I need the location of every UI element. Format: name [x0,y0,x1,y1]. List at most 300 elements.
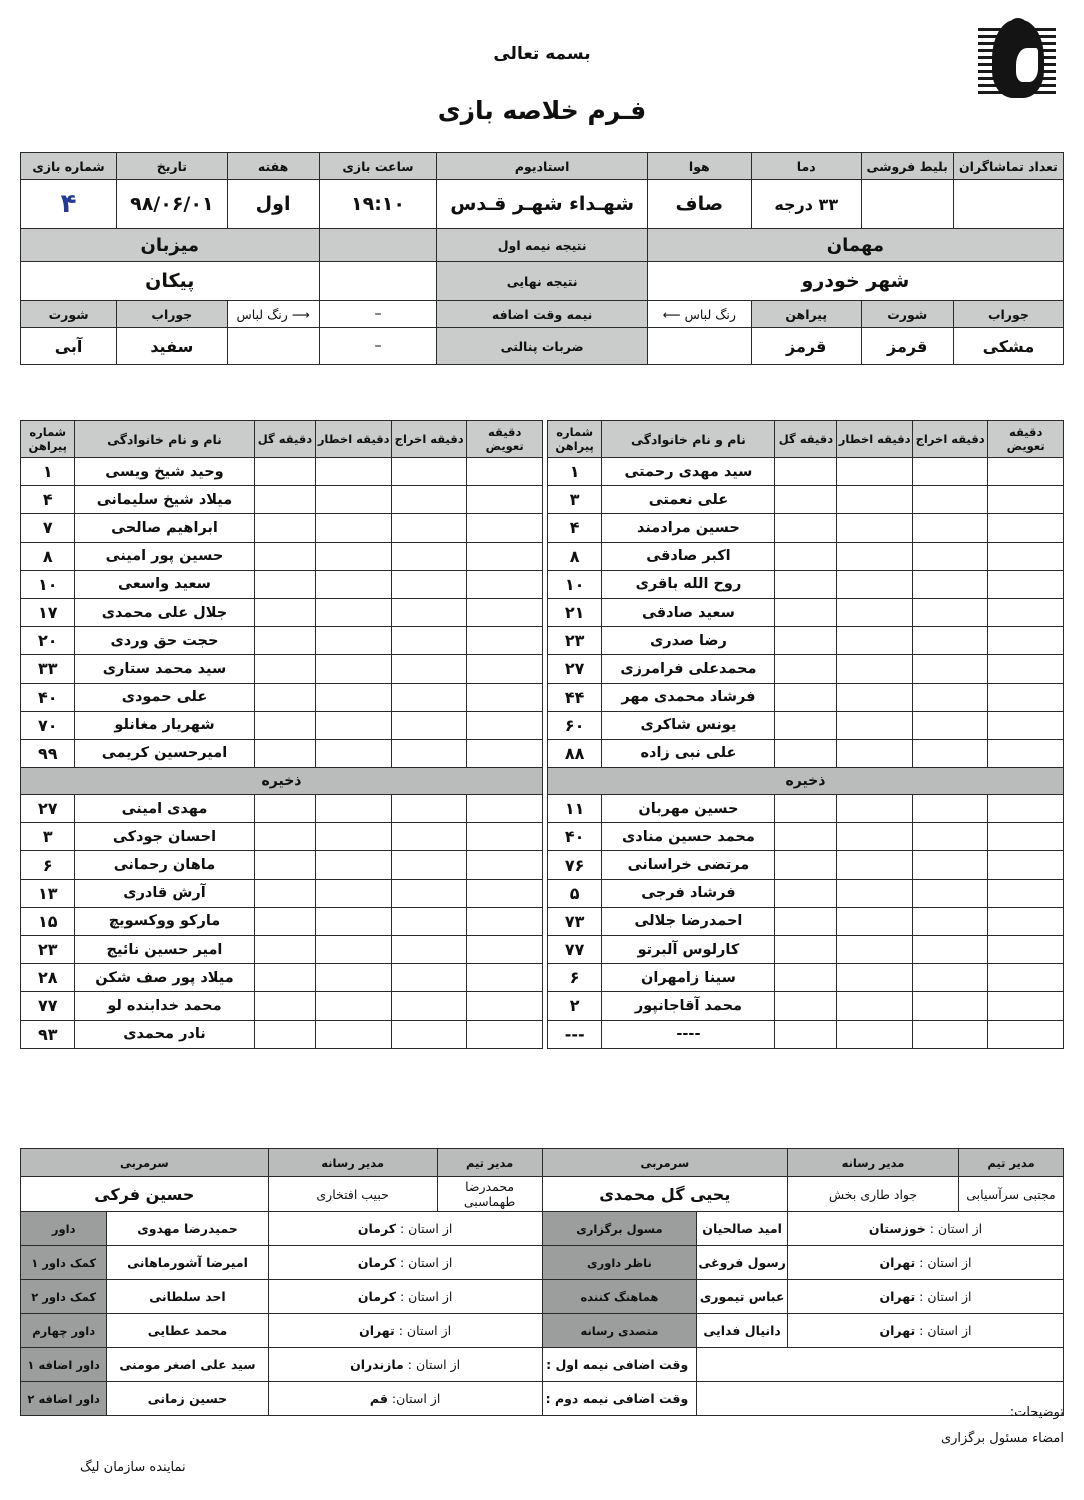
cell-no: ۸ [21,542,75,570]
cell-yellow[interactable] [837,598,912,626]
officials-row-4 [21,1314,1064,1348]
cell-red[interactable] [912,542,987,570]
table-row[interactable] [547,739,1063,767]
table-row[interactable] [547,964,1063,992]
cell-yellow[interactable] [837,795,912,823]
cell-yellow[interactable] [316,992,391,1020]
cell-no: ۹۹ [21,739,75,767]
cell-sub[interactable] [988,514,1064,542]
cell-goal[interactable] [254,936,316,964]
cell-name: امیرحسین کریمی [75,739,254,767]
cell-red[interactable] [391,486,466,514]
guest-kit-color-label [647,301,751,328]
cell-sub[interactable] [988,739,1064,767]
cell-name: محمد حسین منادی [602,823,775,851]
cell-sub[interactable] [467,683,543,711]
table-row[interactable] [547,907,1063,935]
cell-red[interactable] [391,683,466,711]
cell-goal[interactable] [775,514,837,542]
host-kit-spacer [227,328,319,365]
cell-goal[interactable] [775,879,837,907]
cell-yellow[interactable] [316,795,391,823]
cell-goal[interactable] [775,486,837,514]
cell-no: ۷۷ [547,936,601,964]
referee-name-2: امیرضا آشورماهانی [107,1246,268,1280]
table-row[interactable] [21,570,543,598]
cell-yellow[interactable] [837,711,912,739]
host-kit-shorts: آبی [21,328,117,365]
cell-goal[interactable] [254,992,316,1020]
cell-sub[interactable] [988,795,1064,823]
cell-no: ۲۰ [21,627,75,655]
table-row[interactable] [21,458,543,486]
cell-yellow[interactable] [316,907,391,935]
cell-sub[interactable] [988,823,1064,851]
cell-yellow[interactable] [837,851,912,879]
cell-red[interactable] [391,992,466,1020]
kit-label-guest-text: رنگ لباس [684,306,736,322]
label-weather: هوا [647,153,751,180]
cell-goal[interactable] [775,964,837,992]
cell-red[interactable] [391,514,466,542]
cell-goal[interactable] [254,570,316,598]
cell-red[interactable] [391,795,466,823]
value-ticket[interactable] [861,180,953,229]
cell-no: ۶ [21,851,75,879]
table-row[interactable] [21,627,543,655]
cell-yellow[interactable] [316,851,391,879]
table-row[interactable] [21,711,543,739]
cell-sub[interactable] [467,851,543,879]
table-row[interactable] [547,936,1063,964]
table-row[interactable] [547,1020,1063,1048]
cell-goal[interactable] [254,655,316,683]
staff-header-row [21,1149,1064,1177]
table-row[interactable] [547,851,1063,879]
cell-no: ۴۴ [547,683,601,711]
cell-goal[interactable] [254,627,316,655]
cell-no: ۲۷ [547,655,601,683]
cell-yellow[interactable] [316,683,391,711]
match-info-value-row [21,180,1064,229]
referee-name-1: حمیدرضا مهدوی [107,1212,268,1246]
table-row[interactable] [547,486,1063,514]
host-reserves [21,795,543,1049]
cell-yellow[interactable] [837,627,912,655]
cell-goal[interactable] [254,598,316,626]
cell-name: محمدعلی فرامرزی [602,655,775,683]
cell-red[interactable] [912,683,987,711]
table-row[interactable] [21,907,543,935]
cell-red[interactable] [912,627,987,655]
cell-red[interactable] [912,655,987,683]
referee-province-value-1: کرمان [357,1221,396,1236]
cell-sub[interactable] [467,598,543,626]
extra-time-first-half-field[interactable] [697,1348,1064,1382]
host-head-coach: حسین فرکی [21,1177,269,1212]
cell-goal[interactable] [254,795,316,823]
cell-yellow[interactable] [316,823,391,851]
cell-yellow[interactable] [837,542,912,570]
cell-name: سینا زامهران [602,964,775,992]
table-row[interactable] [21,964,543,992]
penalty-guest-value[interactable]: – [319,328,437,365]
value-temp[interactable]: ۳۳ درجه [751,180,861,229]
cell-sub[interactable] [467,739,543,767]
table-row[interactable] [547,992,1063,1020]
table-row[interactable] [547,627,1063,655]
cell-goal[interactable] [775,739,837,767]
cell-goal[interactable] [775,907,837,935]
cell-no: ۷۶ [547,851,601,879]
cell-red[interactable] [391,907,466,935]
cell-sub[interactable] [467,879,543,907]
cell-sub[interactable] [467,964,543,992]
cell-sub[interactable] [988,851,1064,879]
cell-yellow[interactable] [837,992,912,1020]
referee-name-3: احد سلطانی [107,1280,268,1314]
table-row[interactable] [547,795,1063,823]
table-row[interactable] [21,936,543,964]
cell-sub[interactable] [988,1020,1064,1048]
value-week[interactable]: اول [227,180,319,229]
cell-goal[interactable] [254,964,316,992]
value-spectators[interactable] [953,180,1063,229]
cell-red[interactable] [391,936,466,964]
cell-name: مهدی امینی [75,795,254,823]
cell-yellow[interactable] [316,964,391,992]
league-logo [959,12,1064,122]
cell-goal[interactable] [775,598,837,626]
cell-yellow[interactable] [837,683,912,711]
referee-name-6: حسین زمانی [107,1382,268,1416]
col-goal-min: دقیقه گل [775,421,837,458]
table-row[interactable] [547,879,1063,907]
cell-sub[interactable] [467,823,543,851]
cell-goal[interactable] [254,486,316,514]
cell-red[interactable] [912,458,987,486]
cell-goal[interactable] [254,542,316,570]
table-row[interactable] [21,739,543,767]
label-kickoff: ساعت بازی [319,153,437,180]
cell-yellow[interactable] [316,627,391,655]
cell-red[interactable] [912,964,987,992]
cell-sub[interactable] [467,992,543,1020]
cell-sub[interactable] [988,486,1064,514]
referee-province-value-2: کرمان [357,1255,396,1270]
cell-sub[interactable] [988,627,1064,655]
cell-red[interactable] [391,598,466,626]
guest-kit-header-shirt: پیراهن [751,301,861,328]
cell-yellow[interactable] [837,1020,912,1048]
cell-name: امیر حسین نائیج [75,936,254,964]
referee-province-2 [268,1246,542,1280]
cell-sub[interactable] [467,514,543,542]
cell-no: ۸ [547,542,601,570]
cell-goal[interactable] [254,1020,316,1048]
cell-sub[interactable] [988,683,1064,711]
cell-yellow[interactable] [837,907,912,935]
document-header [0,0,1084,150]
table-row[interactable] [547,655,1063,683]
host-players-header [21,421,543,458]
organizer-province-label-2: از استان : [919,1255,972,1270]
cell-yellow[interactable] [316,514,391,542]
referee-role-2: کمک داور ۱ [21,1246,107,1280]
cell-red[interactable] [391,739,466,767]
cell-red[interactable] [912,598,987,626]
referee-province-label-2: از استان : [399,1255,453,1270]
table-row[interactable] [21,823,543,851]
host-staff-header-coach: سرمربی [21,1149,269,1177]
cell-sub[interactable] [988,907,1064,935]
cell-name: فرشاد فرجی [602,879,775,907]
cell-yellow[interactable] [837,514,912,542]
cell-name: ماهان رحمانی [75,851,254,879]
cell-goal[interactable] [254,823,316,851]
col-redcard-min: دقیقه اخراج [912,421,987,458]
referee-role-4: داور چهارم [21,1314,107,1348]
cell-no: ۱۷ [21,598,75,626]
cell-goal[interactable] [775,458,837,486]
cell-yellow[interactable] [316,570,391,598]
cell-red[interactable] [912,907,987,935]
cell-sub[interactable] [988,598,1064,626]
cell-red[interactable] [912,823,987,851]
cell-name: سعید صادقی [602,598,775,626]
table-row[interactable] [547,458,1063,486]
cell-goal[interactable] [775,711,837,739]
cell-yellow[interactable] [837,458,912,486]
table-row[interactable] [547,711,1063,739]
cell-red[interactable] [912,1020,987,1048]
cell-red[interactable] [912,486,987,514]
cell-red[interactable] [912,992,987,1020]
cell-goal[interactable] [775,542,837,570]
cell-goal[interactable] [775,1020,837,1048]
cell-sub[interactable] [467,655,543,683]
cell-yellow[interactable] [316,739,391,767]
cell-name: مارکو ووکسویچ [75,907,254,935]
guest-media-manager: جواد طاری بخش [788,1177,959,1212]
table-row[interactable] [21,655,543,683]
cell-red[interactable] [912,739,987,767]
cell-goal[interactable] [254,879,316,907]
cell-red[interactable] [391,823,466,851]
cell-yellow[interactable] [316,936,391,964]
cell-yellow[interactable] [837,570,912,598]
extra-time-second-half-field[interactable] [697,1382,1064,1416]
cell-red[interactable] [391,542,466,570]
cell-yellow[interactable] [316,486,391,514]
cell-goal[interactable] [775,570,837,598]
referee-province-label-4: از استان : [398,1323,452,1338]
table-row[interactable] [21,879,543,907]
cell-goal[interactable] [254,907,316,935]
cell-yellow[interactable] [837,739,912,767]
cell-goal[interactable] [775,795,837,823]
cell-yellow[interactable] [316,879,391,907]
table-row[interactable] [547,598,1063,626]
cell-goal[interactable] [775,992,837,1020]
host-team-label: میزبان [21,229,320,262]
cell-red[interactable] [912,711,987,739]
table-row[interactable] [547,542,1063,570]
cell-sub[interactable] [988,711,1064,739]
organizer-role-3: هماهنگ کننده [542,1280,697,1314]
cell-sub[interactable] [988,655,1064,683]
cell-name: احمدرضا جلالی [602,907,775,935]
cell-yellow[interactable] [837,486,912,514]
cell-goal[interactable] [775,936,837,964]
cell-sub[interactable] [988,542,1064,570]
table-row[interactable] [21,486,543,514]
cell-red[interactable] [391,1020,466,1048]
value-kickoff[interactable]: ۱۹:۱۰ [319,180,437,229]
cell-goal[interactable] [254,514,316,542]
players-section [20,420,1064,1049]
guest-staff-header-media: مدیر رسانه [788,1149,959,1177]
table-row[interactable] [547,514,1063,542]
first-half-score[interactable] [319,229,437,262]
cell-yellow[interactable] [316,542,391,570]
cell-goal[interactable] [775,823,837,851]
label-week: هفته [227,153,319,180]
cell-name: نادر محمدی [75,1020,254,1048]
extra-time-guest-value[interactable]: – [319,301,437,328]
cell-sub[interactable] [988,992,1064,1020]
host-kit-color-label [227,301,319,328]
cell-red[interactable] [391,570,466,598]
cell-red[interactable] [912,879,987,907]
guest-kit-spacer [647,328,751,365]
cell-no: ۱۰ [547,570,601,598]
column-separator [543,420,547,1049]
cell-name: سید مهدی رحمتی [602,458,775,486]
cell-goal[interactable] [775,683,837,711]
arrow-left-icon: ⟵ [662,306,681,322]
cell-red[interactable] [391,655,466,683]
cell-sub[interactable] [467,936,543,964]
cell-red[interactable] [391,851,466,879]
cell-red[interactable] [391,627,466,655]
cell-yellow[interactable] [316,711,391,739]
table-row[interactable] [21,851,543,879]
cell-red[interactable] [912,795,987,823]
cell-goal[interactable] [775,851,837,879]
cell-goal[interactable] [254,683,316,711]
cell-goal[interactable] [775,655,837,683]
cell-yellow[interactable] [316,655,391,683]
value-match-no[interactable]: ۴ [21,180,117,229]
cell-name: علی نبی زاده [602,739,775,767]
cell-red[interactable] [391,711,466,739]
table-row[interactable] [547,683,1063,711]
cell-sub[interactable] [988,570,1064,598]
table-row[interactable] [547,570,1063,598]
cell-yellow[interactable] [837,655,912,683]
final-score-label: نتیجه نهایی [437,262,647,301]
cell-yellow[interactable] [316,458,391,486]
table-row[interactable] [21,514,543,542]
cell-red[interactable] [912,851,987,879]
cell-red[interactable] [912,570,987,598]
cell-goal[interactable] [254,739,316,767]
value-stadium[interactable]: شهـداء شهـر قـدس [437,180,647,229]
organizer-province-4 [788,1314,1064,1348]
cell-yellow[interactable] [316,1020,391,1048]
final-score-value[interactable] [319,262,437,301]
cell-red[interactable] [912,514,987,542]
table-row[interactable] [21,542,543,570]
referee-province-4 [268,1314,542,1348]
referee-role-1: داور [21,1212,107,1246]
cell-sub[interactable] [988,879,1064,907]
organizer-province-3 [788,1280,1064,1314]
guest-staff-header-manager: مدیر تیم [959,1149,1064,1177]
cell-sub[interactable] [467,1020,543,1048]
cell-red[interactable] [391,879,466,907]
cell-sub[interactable] [467,795,543,823]
cell-yellow[interactable] [837,936,912,964]
cell-sub[interactable] [988,936,1064,964]
cell-sub[interactable] [467,711,543,739]
table-row[interactable] [21,598,543,626]
cell-no: ۸۸ [547,739,601,767]
teams-name-row [21,262,1064,301]
table-row[interactable] [21,992,543,1020]
cell-sub[interactable] [467,542,543,570]
cell-red[interactable] [391,458,466,486]
referee-province-value-3: کرمان [357,1289,396,1304]
referee-province-value-5: مازندران [350,1357,404,1372]
cell-name: حسین پور امینی [75,542,254,570]
cell-goal[interactable] [254,458,316,486]
organizer-name-1: امید صالحیان [697,1212,788,1246]
cell-sub[interactable] [467,907,543,935]
cell-goal[interactable] [775,627,837,655]
host-starters [21,458,543,768]
organizer-province-value-2: تهران [879,1255,916,1270]
cell-yellow[interactable] [316,598,391,626]
cell-no: ۷۳ [547,907,601,935]
cell-yellow[interactable] [837,823,912,851]
cell-sub[interactable] [988,964,1064,992]
bottom-section [20,1148,1064,1416]
table-row[interactable] [547,823,1063,851]
referee-province-value-4: تهران [359,1323,395,1338]
cell-sub[interactable] [467,458,543,486]
table-row[interactable] [21,795,543,823]
guest-players-header [547,421,1063,458]
cell-goal[interactable] [254,851,316,879]
cell-red[interactable] [391,964,466,992]
cell-red[interactable] [912,936,987,964]
table-row[interactable] [21,1020,543,1048]
cell-no: --- [547,1020,601,1048]
cell-sub[interactable] [467,627,543,655]
cell-yellow[interactable] [837,879,912,907]
cell-sub[interactable] [467,570,543,598]
value-date[interactable]: ۹۸/۰۶/۰۱ [117,180,228,229]
organizer-province-1 [788,1212,1064,1246]
value-weather[interactable]: صاف [647,180,751,229]
cell-sub[interactable] [467,486,543,514]
cell-yellow[interactable] [837,964,912,992]
table-row[interactable] [21,683,543,711]
cell-goal[interactable] [254,711,316,739]
cell-sub[interactable] [988,458,1064,486]
